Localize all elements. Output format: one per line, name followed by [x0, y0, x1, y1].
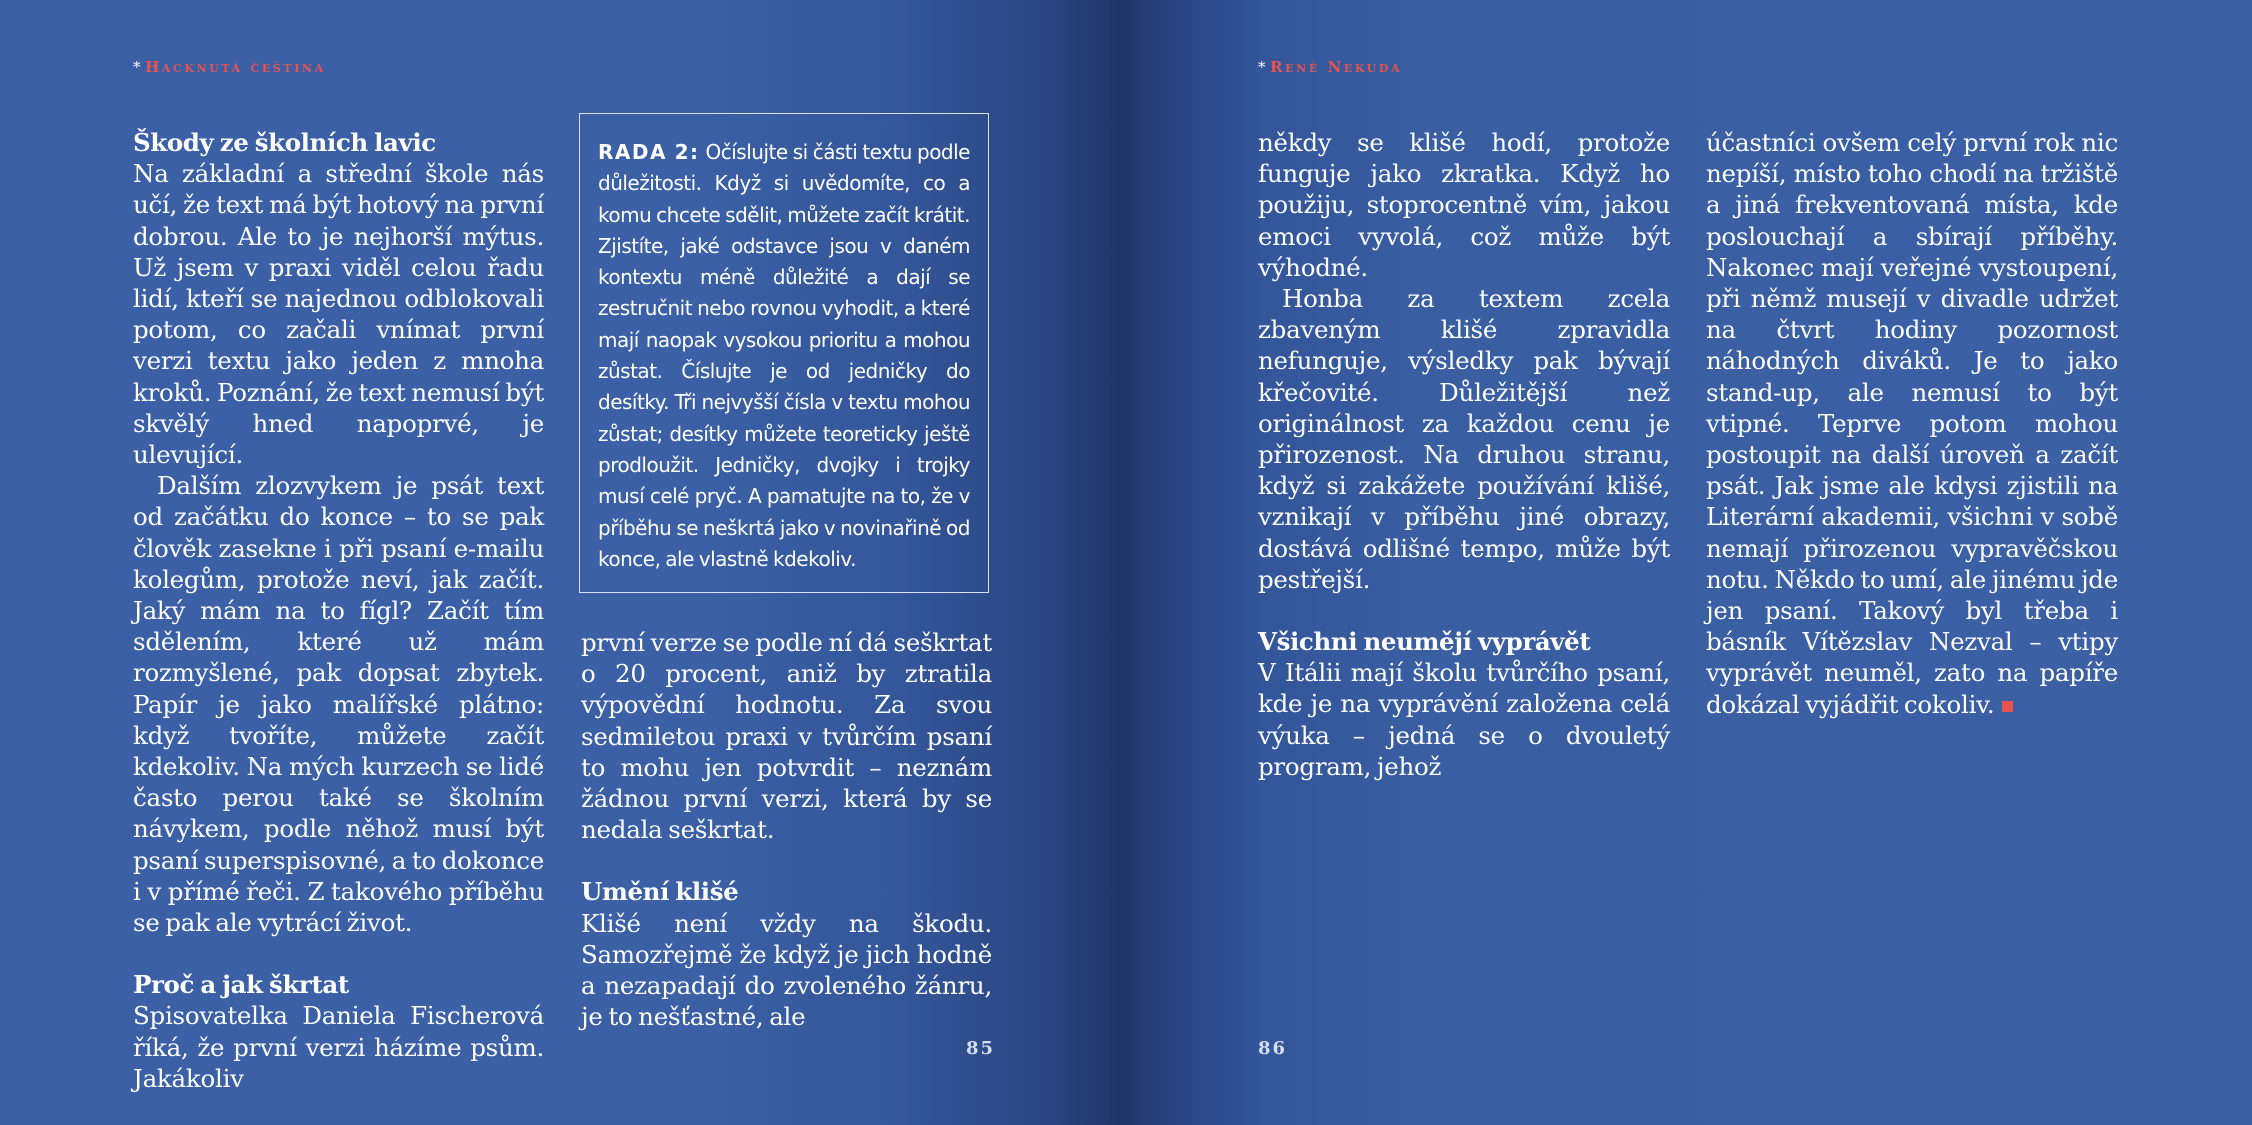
paragraph: Na základní a střední škole nás učí, že text má být hotový na první dobrou. Ale to je nejhorší mýtus. Už jsem v praxi viděl celou řadu lidí, kteří se najednou odblokovali potom, co začali vnímat první verzi textu jako jeden z mnoha kroků. Poznání, že text nemusí být skvělý hned napoprvé, je ulevující. [133, 159, 544, 470]
right-page-column-2 [1706, 127, 2118, 720]
right-running-head [1258, 58, 1402, 76]
paragraph: první verze se podle ní dá seškrtat o 20 procent, aniž by ztratila výpovědní hodnotu. Za svou sedmiletou praxi v tvůrčím psaní to mohu jen potvrdit – neznám žádnou první verzi, která by se nedala seškrtat. [581, 628, 992, 845]
right-page-column-1 [1258, 127, 1670, 782]
right-running-head-title: René Nekuda [1270, 58, 1403, 76]
left-page-column-2 [581, 627, 992, 1032]
left-running-head-title: Hacknutá čeština [145, 58, 326, 76]
tip-paragraph [598, 137, 970, 575]
left-page-column-1 [133, 127, 544, 1094]
left-running-head [133, 58, 326, 76]
page-number-left: 85 [966, 1038, 996, 1059]
paragraph-text: účastníci ovšem celý první rok nic nepíší, místo toho chodí na tržiště a jiná frekventovaná místa, kde poslouchají a sbírají příběhy. Nakonec mají veřejné vystoupení, při němž musejí v divadle udržet na čtvrt hodiny pozornost náhodných diváků. Je to jako stand-up, ale nemusí to být vtipné. Teprve potom mohou postoupit na další úroveň a začít psát. Jak jsme ale kdysi zjistili na Literární akademii, všichni v sobě nemají přirozenou vypravěčskou notu. Někdo to umí, ale jinému jde jen psaní. Takový byl třeba i básník Vítězslav Nezval – vtipy vyprávět neuměl, zato na papíře dokázal vyjádřit cokoliv. [1706, 128, 2118, 719]
asterisk-marker: * [1258, 58, 1269, 76]
paragraph: V Itálii mají školu tvůrčího psaní, kde je na vyprávění založena celá výuka – jedná se o dvouletý program, jehož [1258, 658, 1670, 781]
page-number-right: 86 [1258, 1038, 1288, 1059]
tip-label: RADA 2: [598, 140, 700, 164]
end-mark-icon [2002, 701, 2013, 712]
asterisk-marker: * [133, 58, 144, 76]
section-heading-umeni-klise: Umění klišé [581, 877, 739, 907]
paragraph: Klišé není vždy na škodu. Samozřejmě že když je jich hodně a nezapadají do zvoleného žánru, je to nešťastné, ale [581, 908, 992, 1032]
paragraph-with-end-mark [1706, 127, 2118, 720]
section-heading-vsichni: Všichni neumějí vyprávět [1258, 627, 1591, 657]
paragraph: Spisovatelka Daniela Fischerová říká, že první verzi házíme psům. Jakákoliv [133, 1001, 544, 1093]
tip-text: Očíslujte si části textu podle důležitosti. Když si uvědomíte, co a komu chcete sdělit, můžete začít krátit. Zjistíte, jaké odstavce jsou v daném kontextu méně důležité a dají se zestručnit nebo rovnou vyhodit, a které mají naopak vysokou prioritu a mohou zůstat. Číslujte je od jedničky do desítky. Tři nejvyšší čísla v textu mohou zůstat; desítky můžete teoreticky ještě prodloužit. Jedničky, dvojky i trojky musí celé pryč. A pamatujte na to, že v příběhu se neškrtá jako v novinařině od konce, ale vlastně kdekoliv. [598, 140, 970, 571]
paragraph: Dalším zlozvykem je psát text od začátku do konce – to se pak člověk zasekne i při psaní e-mailu kolegům, protože neví, jak začít. Jaký mám na to fígl? Začít tím sdělením, které už mám rozmyšlené, pak dopsat zbytek. Papír je jako malířské plátno: když tvoříte, můžete začít kdekoliv. Na mých kurzech se lidé často perou také se školním návykem, podle něhož musí být psaní superspisovné, a to dokonce i v přímé řeči. Z takového příběhu se pak ale vytrácí život. [133, 471, 544, 938]
section-heading-proc-a-jak: Proč a jak škrtat [133, 970, 349, 1000]
paragraph: někdy se klišé hodí, protože funguje jako zkratka. Když ho použiju, stoprocentně vím, jakou emoci vyvolá, což může být výhodné. [1258, 128, 1670, 282]
section-heading-skody: Škody ze školních lavic [133, 128, 436, 157]
tip-box [579, 113, 989, 593]
paragraph: Honba za textem zcela zbaveným klišé zpravidla nefunguje, výsledky pak bývají křečovité. Důležitější než originálnost za každou cenu je přirozenost. Na druhou stranu, když si zakážete používání klišé, vznikají v příběhu jiné obrazy, dostává odlišné tempo, může být pestřejší. [1258, 284, 1670, 594]
